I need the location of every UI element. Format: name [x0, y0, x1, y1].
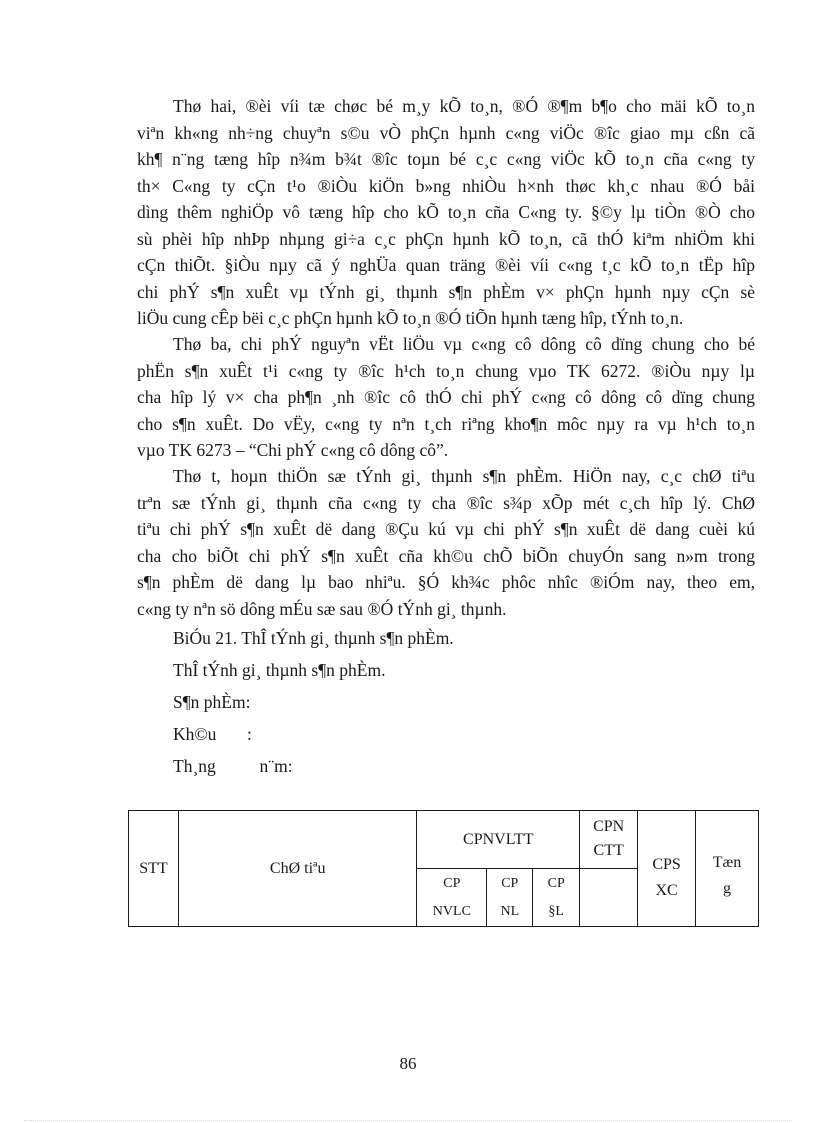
header-cp-nl: [487, 869, 533, 927]
header-cp-nvlc-line1: CP: [443, 875, 461, 891]
header-cp-dl: [533, 869, 580, 927]
text-line: dìng thêm nghiÖp vô tæng hîp cho kÕ to¸n cña C«ng ty. §©y lµ tiÒn ®Ò cho: [137, 202, 755, 222]
text-line: tiªu chi phÝ s¶n xuÊt dë dang ®Çu kú vµ chi phÝ s¶n xuÊt dë dang cuèi kú: [137, 519, 755, 539]
header-cpnctt-line2: CTT: [593, 842, 624, 859]
paragraph-thu-tu: [137, 463, 755, 622]
text-line: cha cho biÕt chi phÝ s¶n xuÊt cña kh©u chÕ biÕn chuyÓn sang n»m trong: [137, 545, 755, 566]
text-line: phËn s¶n xuÊt t¹i c«ng ty ®îc h¹ch to¸n chung vµo TK 6272. ®iÒu nµy lµ: [137, 360, 755, 381]
header-cp-nvlc-line2: NVLC: [432, 903, 471, 919]
header-cp-nl-line1: CP: [501, 875, 519, 891]
page-number: 86: [399, 1054, 417, 1073]
header-cpnvltt: CPNVLTT: [417, 811, 580, 869]
text-line: s¶n phÈm dë dang lµ bao nhiªu. §Ó kh¾c phôc nhîc ®iÓm nay, theo em,: [137, 572, 755, 592]
text-line: cÇn thiÕt. §iÒu nµy cã ý nghÜa quan träng ®èi víi c«ng t¸c kÕ to¸n tËp hîp: [137, 255, 755, 275]
text-line: kh¶ n¨ng tæng hîp n¾m b¾t ®îc toµn bé c¸c c«ng viÖc kÕ to¸n cña c«ng ty: [137, 149, 755, 169]
text-line: Thø ba, chi phÝ nguyªn vËt liÖu vµ c«ng cô dông cô dïng chung cho bé: [173, 334, 755, 354]
header-cpsxc: [638, 811, 696, 927]
footer-divider: [24, 1120, 792, 1121]
header-cpsxc-line2: XC: [655, 881, 678, 899]
paragraph-thu-ba: [137, 331, 755, 464]
product-label: S¶n phÈm:: [173, 692, 251, 712]
cost-table: [128, 810, 759, 927]
bieu-title: BiÓu 21. ThÎ tÝnh gi¸ thµnh s¶n phÈm.: [173, 628, 454, 648]
header-tong-line2: g: [723, 879, 731, 897]
text-line: sù phèi hîp nhÞp nhµng gi÷a c¸c phÇn hµnh kÕ to¸n, cã thÓ kiªm nhiÖm khi: [137, 228, 755, 249]
header-cpsxc-line1: CPS: [652, 855, 681, 873]
text-line: cha hîp lý v× cha ph¶n ¸nh ®îc cô thÓ chi phÝ c«ng cô dông cô dïng chung: [137, 387, 755, 407]
card-title: ThÎ tÝnh gi¸ thµnh s¶n phÈm.: [173, 660, 386, 680]
text-line: trªn sæ tÝnh gi¸ thµnh cña c«ng ty cha ®îc s¾p xÕp mét c¸ch hîp lý. ChØ: [137, 492, 755, 513]
header-cp-nl-line2: NL: [500, 903, 520, 919]
text-line: viªn kh«ng nh÷ng chuyªn s©u vÒ phÇn hµnh c«ng viÖc ®îc giao mµ cßn cã: [137, 122, 755, 143]
paragraph-thu-hai: [137, 93, 755, 332]
empty-cell: [580, 869, 638, 927]
header-tong-line1: Tæn: [712, 853, 742, 871]
header-stt: STT: [129, 811, 179, 927]
text-line: cho s¶n xuÊt. Do vËy, c«ng ty nªn t¸ch riªng kho¶n môc nµy ra vµ h¹ch to¸n: [137, 413, 755, 434]
header-chi-tieu: ChØ tiªu: [178, 811, 416, 927]
header-cp-dl-line2: §L: [548, 903, 564, 919]
text-line: c«ng ty nªn sö dông mÉu sæ sau ®Ó tÝnh gi¸ thµnh.: [137, 598, 507, 619]
header-tong: [696, 811, 759, 927]
text-line: th× C«ng ty cÇn t¹o ®iÒu kiÖn b»ng nhiÒu h×nh thøc kh¸c nhau ®Ó båi: [137, 175, 755, 196]
text-line: Thø t, hoµn thiÖn sæ tÝnh gi¸ thµnh s¶n phÈm. HiÖn nay, c¸c chØ tiªu: [173, 466, 755, 486]
header-cpnctt: [580, 811, 638, 869]
month-year-label: Th¸ng n¨m:: [173, 756, 293, 776]
header-cp-nvlc: [417, 869, 487, 927]
text-line: vµo TK 6273 – “Chi phÝ c«ng cô dông cô”.: [137, 440, 449, 460]
text-line: liÖu cung cÊp bëi c¸c phÇn hµnh kÕ to¸n ®Ó tiÕn hµnh tæng hîp, tÝnh to¸n.: [137, 308, 684, 328]
header-cpnctt-line1: CPN: [593, 818, 625, 835]
text-line: Thø hai, ®èi víi tæ chøc bé m¸y kÕ to¸n, ®Ó ®¶m b¶o cho mäi kÕ to¸n: [173, 96, 755, 116]
stage-label: Kh©u :: [173, 724, 252, 744]
header-cp-dl-line1: CP: [547, 875, 565, 891]
text-line: chi phÝ s¶n xuÊt vµ tÝnh gi¸ thµnh s¶n phÈm v× phÇn hµnh nµy cÇn sè: [137, 281, 755, 302]
